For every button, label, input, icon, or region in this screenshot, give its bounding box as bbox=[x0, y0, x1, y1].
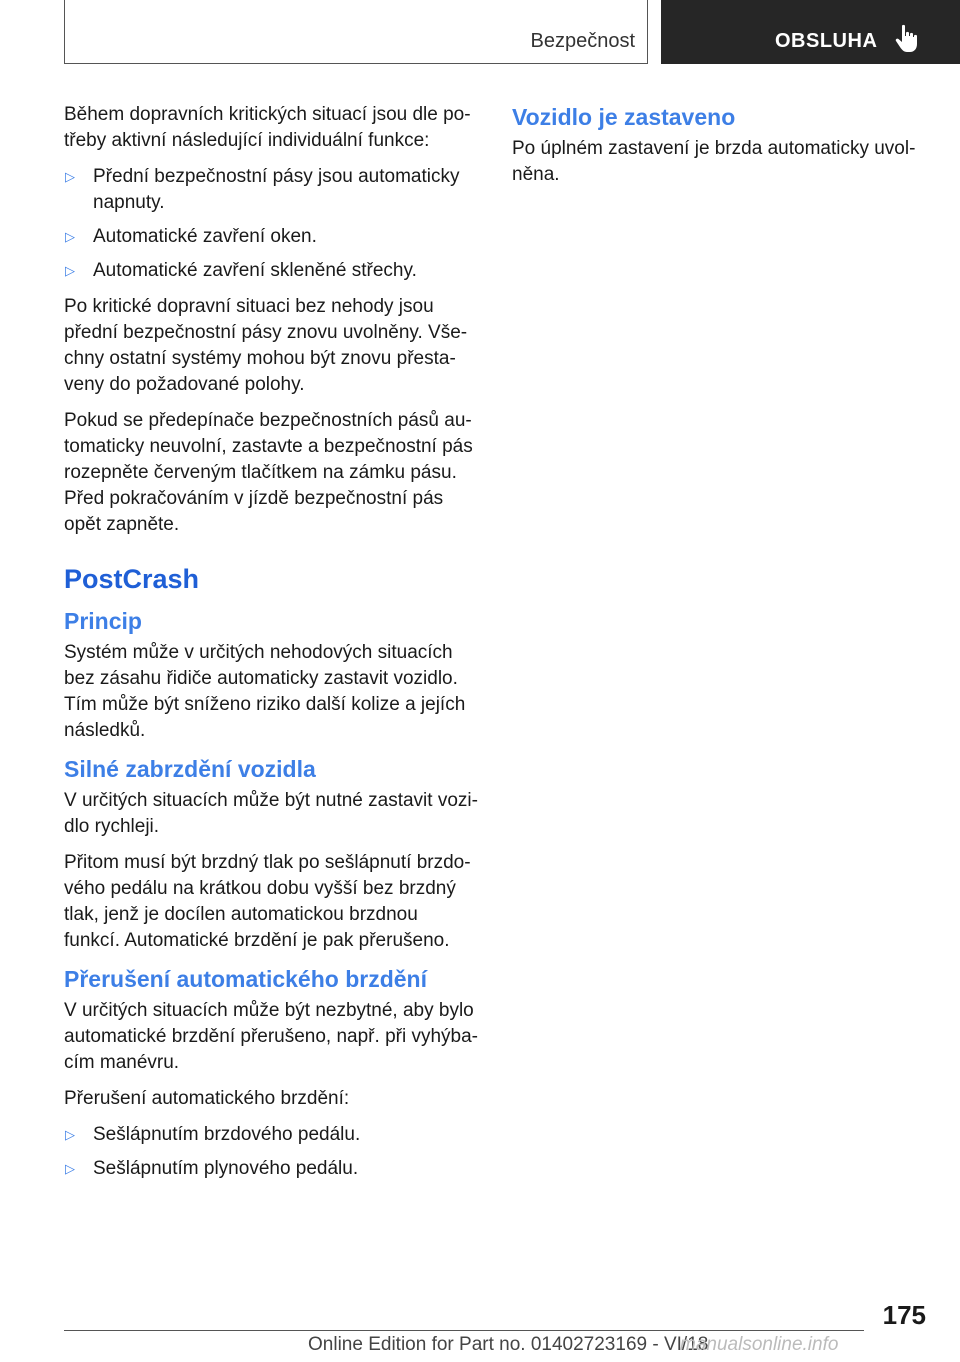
paragraph: Systém může v určitých nehodových situacích bez zásahu řidiče automaticky zastavit vozidlo. Tím může být sníženo riziko další kolize a jejích následků. bbox=[64, 642, 466, 741]
edition-text: Online Edition for Part no. 01402723169 - VI/18 bbox=[308, 1334, 709, 1355]
triangle-bullet-icon: ▷ bbox=[65, 1127, 75, 1142]
triangle-bullet-icon: ▷ bbox=[65, 169, 75, 184]
left-column bbox=[64, 102, 479, 1192]
page-number: 175 bbox=[882, 1300, 926, 1330]
triangle-bullet-icon: ▷ bbox=[65, 1161, 75, 1176]
paragraph: V určitých situacích může být nutné zastavit vozi-dlo rychleji. bbox=[64, 790, 478, 837]
right-column bbox=[512, 102, 922, 198]
paragraph: Po úplném zastavení je brzda automaticky uvol-něna. bbox=[512, 138, 916, 185]
preruseni-list bbox=[64, 1122, 479, 1182]
paragraph: Přerušení automatického brzdění: bbox=[64, 1088, 350, 1109]
heading-vozidlo-zastaveno: Vozidlo je zastaveno bbox=[512, 104, 736, 130]
heading-preruseni: Přerušení automatického brzdění bbox=[64, 966, 427, 992]
paragraph: Po kritické dopravní situaci bez nehody jsou přední bezpečnostní pásy znovu uvolněny. Vše-chny ostatní systémy mohou být znovu přesta-veny do požadované polohy. bbox=[64, 296, 468, 395]
paragraph: Pokud se předepínače bezpečnostních pásů au-tomaticky neuvolní, zastavte a bezpečnostní pás rozepněte červeným tlačítkem na zámku pásu. Před pokračováním v jízdě bezpečnostní pás opět zapněte. bbox=[64, 410, 473, 535]
paragraph: Přitom musí být brzdný tlak po sešlápnutí brzdo-vého pedálu na krátkou dobu vyšší bez brzdný tlak, jenž je docílen automatickou brzdnou funkcí. Automatické brzdění je pak přerušeno. bbox=[64, 852, 471, 951]
triangle-bullet-icon: ▷ bbox=[65, 229, 75, 244]
intro-text: Během dopravních kritických situací jsou dle po-třeby aktivní následující individuální funkce: bbox=[64, 104, 471, 151]
heading-postcrash: PostCrash bbox=[64, 564, 200, 594]
list-item: ▷ Automatické zavření skleněné střechy. bbox=[64, 258, 479, 284]
paragraph: V určitých situacích může být nezbytné, aby bylo automatické brzdění přerušeno, např. při vyhýba-cím manévru. bbox=[64, 1000, 478, 1073]
list-item: ▷ Automatické zavření oken. bbox=[64, 224, 479, 250]
list-item: ▷ Přední bezpečnostní pásy jsou automaticky napnuty. bbox=[65, 166, 460, 213]
functions-list bbox=[64, 164, 479, 284]
footer-divider bbox=[64, 1330, 864, 1331]
watermark-logo: manualsonline.info bbox=[680, 1334, 839, 1355]
list-item: ▷ Sešlápnutím plynového pedálu. bbox=[64, 1156, 479, 1182]
list-item: ▷ Sešlápnutím brzdového pedálu. bbox=[64, 1122, 479, 1148]
heading-princip: Princip bbox=[64, 608, 142, 634]
triangle-bullet-icon: ▷ bbox=[65, 263, 75, 278]
header-chapter-box bbox=[661, 0, 960, 64]
pointing-hand-icon bbox=[895, 24, 921, 54]
header-section-box bbox=[64, 0, 648, 64]
section-title: Bezpečnost bbox=[530, 30, 635, 52]
heading-silne-zabrzdeni: Silné zabrzdění vozidla bbox=[64, 756, 316, 782]
chapter-title: OBSLUHA bbox=[775, 30, 878, 52]
